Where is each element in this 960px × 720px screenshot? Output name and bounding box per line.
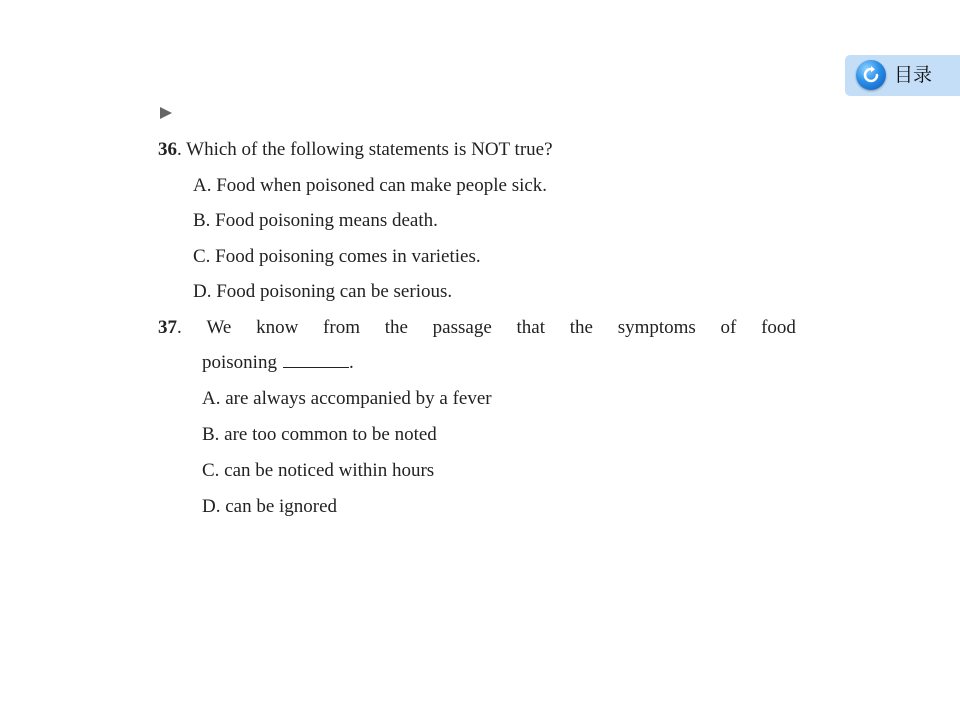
question-number: 36 (158, 139, 177, 160)
stem-word: . (177, 317, 182, 338)
stem-word: passage (432, 317, 492, 338)
toc-label: 目录 (894, 64, 933, 86)
stem-word: the (384, 317, 408, 338)
stem-word: We (206, 317, 232, 338)
option-d: D. Food poisoning can be serious. (193, 281, 453, 302)
stem-word: food (761, 317, 796, 338)
question-37-line-2 (202, 352, 354, 374)
option-c: C. can be noticed within hours (202, 460, 435, 481)
option-d: D. can be ignored (202, 496, 338, 517)
stem-word: symptoms (617, 317, 696, 338)
stem-text: poisoning (202, 352, 277, 373)
option-b: B. are too common to be noted (202, 424, 437, 445)
question-36 (158, 139, 553, 161)
question-number: 37 (158, 317, 177, 338)
stem-end: . (348, 352, 354, 373)
question-stem: . Which of the following statements is NOT true? (177, 139, 553, 160)
answer-blank (283, 352, 349, 368)
option-a: A. are always accompanied by a fever (202, 388, 492, 409)
option-b: B. Food poisoning means death. (193, 210, 438, 231)
stem-word: the (569, 317, 593, 338)
stem-word: from (323, 317, 360, 338)
option-a: A. Food when poisoned can make people sick. (193, 175, 548, 196)
stem-word: that (516, 317, 545, 338)
stem-word: of (720, 317, 737, 338)
question-37-line-1 (158, 317, 796, 339)
stem-word: know (256, 317, 299, 338)
option-c: C. Food poisoning comes in varieties. (193, 246, 481, 267)
